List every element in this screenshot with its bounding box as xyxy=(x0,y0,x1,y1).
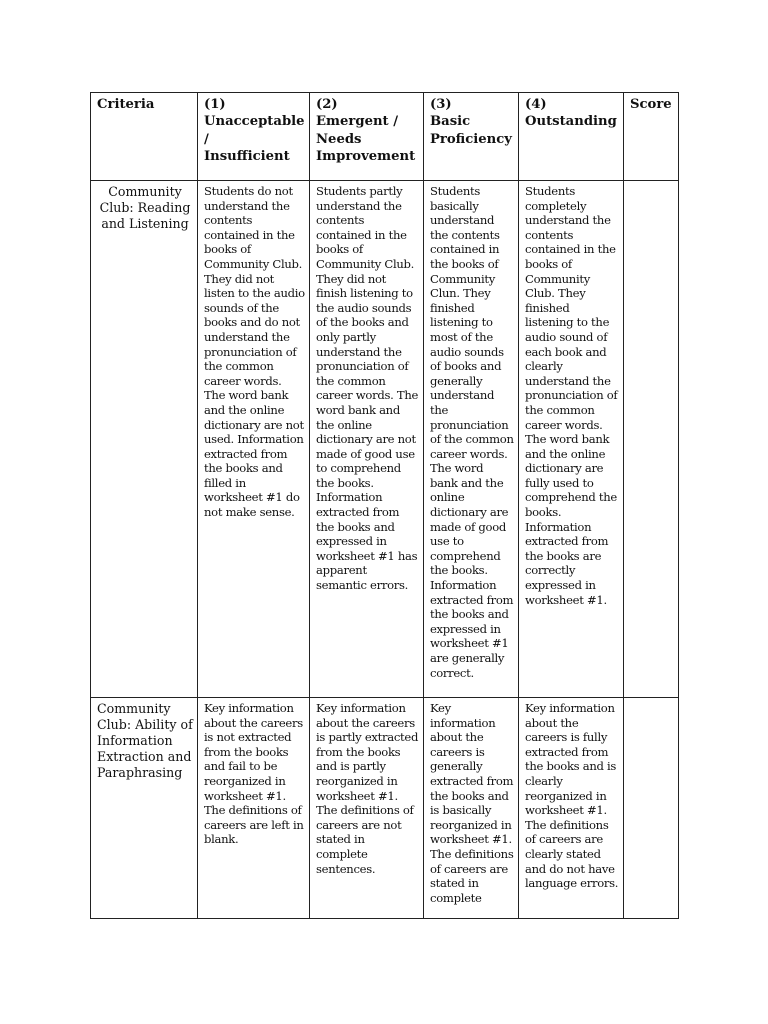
header-line: Needs xyxy=(316,131,362,147)
header-level-3 xyxy=(424,93,519,181)
level-4-cell: Students completely understand the contents contained in the books of Community Club. They finished listening to the audio sound of each book and clearly understand the pronunciation of the common career words. The word bank and the online dictionary are fully used to comprehend the books. Information extracted from the books are correctly expressed in worksheet #1. xyxy=(519,181,624,698)
score-cell[interactable] xyxy=(624,698,679,919)
criterion-cell: Community Club: Reading and Listening xyxy=(91,181,198,698)
header-row xyxy=(91,93,679,181)
header-line: (3) xyxy=(430,97,452,112)
header-line: Unacceptable / xyxy=(204,114,305,147)
header-line: Emergent / xyxy=(316,114,399,130)
level-2-cell: Students partly understand the contents contained in the books of Community Club. They did not finish listening to the audio sounds of the books and only partly understand the pronunciation of the common career words. The word bank and the online dictionary are not made of good use to comprehend the books. Information extracted from the books and expressed in worksheet #1 has apparent semantic errors. xyxy=(310,181,424,698)
header-line: Improvement xyxy=(316,149,416,165)
level-1-cell: Key information about the careers is not extracted from the books and fail to be reorganized in worksheet #1. The definitions of careers are left in blank. xyxy=(198,698,310,919)
header-score xyxy=(624,93,679,181)
level-2-cell: Key information about the careers is partly extracted from the books and is partly reorganized in worksheet #1. The definitions of careers are not stated in complete sentences. xyxy=(310,698,424,919)
level-3-cell: Key information about the careers is generally extracted from the books and is basically reorganized in worksheet #1. The definitions of careers are stated in complete xyxy=(424,698,519,919)
header-line: Criteria xyxy=(97,97,155,112)
table-row xyxy=(91,181,679,698)
header-line: Score xyxy=(630,97,672,112)
header-level-1 xyxy=(198,93,310,181)
level-4-cell: Key information about the careers is fully extracted from the books and is clearly reorganized in worksheet #1. The definitions of careers are clearly stated and do not have language errors. xyxy=(519,698,624,919)
level-1-cell: Students do not understand the contents contained in the books of Community Club. They did not listen to the audio sounds of the books and do not understand the pronunciation of the common career words. The word bank and the online dictionary are not used. Information extracted from the books and filled in worksheet #1 do not make sense. xyxy=(198,181,310,698)
rubric-table xyxy=(90,92,679,919)
header-level-2 xyxy=(310,93,424,181)
header-level-4 xyxy=(519,93,624,181)
table-row xyxy=(91,698,679,919)
header-line: Insufficient xyxy=(204,149,290,165)
header-line: Outstanding xyxy=(525,114,617,130)
header-line: Basic xyxy=(430,114,471,130)
level-3-cell: Students basically understand the contents contained in the books of Community Clun. They finished listening to most of the audio sounds of books and generally understand the pronunciation of the common career words. The word bank and the online dictionary are made of good use to comprehend the books. Information extracted from the books and expressed in worksheet #1 are generally correct. xyxy=(424,181,519,698)
header-line: Proficiency xyxy=(430,131,512,147)
header-line: (2) xyxy=(316,97,338,112)
score-cell[interactable] xyxy=(624,181,679,698)
header-line: (1) xyxy=(204,97,226,112)
criterion-cell: Community Club: Ability of Information Extraction and Paraphrasing xyxy=(91,698,198,919)
header-criteria xyxy=(91,93,198,181)
header-line: (4) xyxy=(525,97,547,112)
